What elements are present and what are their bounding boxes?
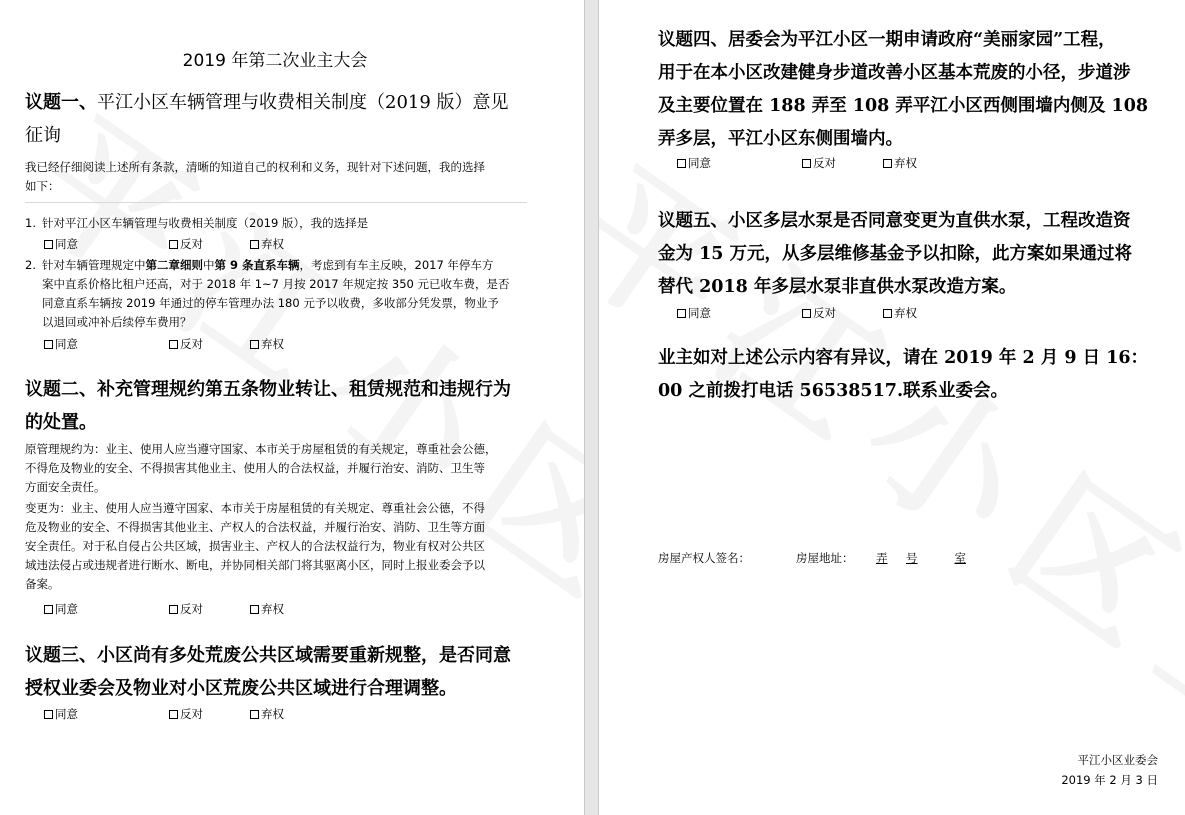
topic5-heading <box>658 205 1178 304</box>
notice-line1: 业主如对上述公示内容有异议，请在 2019 年 2 月 9 日 16： <box>658 348 1149 368</box>
topic2-change-line: 危及物业的安全、不得损害其他业主、产权人的合法权益，并履行治安、消防、卫生等方面 <box>25 520 485 534</box>
item2-text-part: 中 <box>203 258 215 272</box>
topic1-title-line1: 平江小区车辆管理与收费相关制度（2019 版）意见 <box>97 92 509 113</box>
checkbox-icon[interactable] <box>250 710 259 719</box>
checkbox-icon[interactable] <box>44 605 53 614</box>
topic2-change-text <box>25 499 545 594</box>
notice-line2: 00 之前拨打电话 56538517.联系业委会。 <box>658 381 1009 401</box>
option-agree-label: 同意 <box>55 707 78 721</box>
checkbox-icon[interactable] <box>250 605 259 614</box>
topic2-title-line2: 的处置。 <box>25 412 97 433</box>
checkbox-icon[interactable] <box>169 605 178 614</box>
checkbox-icon[interactable] <box>169 240 178 249</box>
topic1-intro-line1: 我已经仔细阅读上述所有条款，清晰的知道自己的权利和义务，现针对下述问题，我的选择 <box>25 160 485 174</box>
topic4-line: 及主要位置在 188 弄至 108 弄平江小区西侧围墙内侧及 108 <box>658 96 1149 116</box>
topic1-item1-options <box>44 236 284 252</box>
address-lane-text: 弄 <box>876 551 888 565</box>
option-agree[interactable] <box>677 305 802 321</box>
topic2-options <box>44 601 284 617</box>
topic4-line: 议题四、居委会为平江小区一期申请政府“美丽家园”工程， <box>658 30 1116 50</box>
option-oppose[interactable] <box>169 236 250 252</box>
item2-line4: 以退回或冲补后续停车费用？ <box>42 315 192 329</box>
option-abstain[interactable] <box>883 305 917 321</box>
document-title: 2019 年第二次业主大会 <box>182 51 368 71</box>
topic3-heading <box>25 639 555 705</box>
item2-number: 2. <box>25 258 36 272</box>
left-page <box>0 0 584 815</box>
divider <box>25 202 527 203</box>
topic1-heading <box>25 86 555 152</box>
checkbox-icon[interactable] <box>44 340 53 349</box>
topic1-item2-options <box>44 336 284 352</box>
checkbox-icon[interactable] <box>802 159 811 168</box>
checkbox-icon[interactable] <box>44 710 53 719</box>
option-agree-label: 同意 <box>55 602 78 616</box>
topic5-line: 金为 15 万元，从多层维修基金予以扣除，此方案如果通过将 <box>658 244 1133 264</box>
checkbox-icon[interactable] <box>883 309 892 318</box>
checkbox-icon[interactable] <box>677 309 686 318</box>
address-room-text: 室 <box>954 551 966 565</box>
option-oppose-label: 反对 <box>180 237 203 251</box>
option-agree[interactable] <box>44 601 169 617</box>
address-room-field[interactable] <box>944 550 966 566</box>
topic1-intro <box>25 158 545 196</box>
topic4-heading <box>658 24 1178 156</box>
signature-row <box>658 550 1158 566</box>
option-abstain-label: 弃权 <box>894 156 917 170</box>
item1-number: 1. <box>25 216 36 230</box>
footer-organization: 平江小区业委会 <box>1077 753 1158 767</box>
footer-block <box>1061 750 1158 790</box>
topic2-change-line: 域违法侵占或违规者进行断水、断电，并协同相关部门将其驱离小区，同时上报业委会予以 <box>25 558 485 572</box>
checkbox-icon[interactable] <box>883 159 892 168</box>
topic2-change-line: 备案。 <box>25 577 60 591</box>
item2-text-part: ，考虑到有车主反映，2017 年停车方 <box>299 258 494 272</box>
option-oppose-label: 反对 <box>180 602 203 616</box>
topic2-original-text <box>25 440 545 497</box>
address-lane-field[interactable] <box>876 550 906 566</box>
address-number-field[interactable] <box>906 550 944 566</box>
objection-notice <box>658 342 1178 408</box>
topic4-options <box>677 155 917 171</box>
owner-signature-label: 房屋产权人签名： <box>658 551 750 565</box>
option-abstain[interactable] <box>250 706 284 722</box>
option-agree[interactable] <box>44 236 169 252</box>
footer-date: 2019 年 2 月 3 日 <box>1061 773 1158 787</box>
item1-text: 针对平江小区车辆管理与收费相关制度（2019 版），我的选择是 <box>42 216 369 230</box>
option-oppose[interactable] <box>802 305 883 321</box>
checkbox-icon[interactable] <box>169 710 178 719</box>
option-agree-label: 同意 <box>688 156 711 170</box>
topic3-options <box>44 706 284 722</box>
topic1-title-line2: 征询 <box>25 125 61 146</box>
item2-line2: 案中直系价格比租户还高，对于 2018 年 1~7 月按 2017 年规定按 350 元已收车费，是否 <box>42 277 510 291</box>
item2-line3: 同意直系车辆按 2019 年通过的停车管理办法 180 元予以收费，多收部分凭发票，物业予 <box>42 296 499 310</box>
address-number-text: 号 <box>906 551 918 565</box>
topic3-title-line2: 授权业委会及物业对小区荒废公共区域进行合理调整。 <box>25 678 457 699</box>
option-abstain[interactable] <box>883 155 917 171</box>
option-agree[interactable] <box>44 706 169 722</box>
right-page <box>599 0 1185 815</box>
option-abstain-label: 弃权 <box>261 237 284 251</box>
topic2-heading <box>25 373 555 439</box>
option-agree-label: 同意 <box>55 337 78 351</box>
option-abstain-label: 弃权 <box>261 337 284 351</box>
topic1-intro-line2: 如下： <box>25 179 60 193</box>
checkbox-icon[interactable] <box>677 159 686 168</box>
item2-bold-chapter: 第二章细则 <box>145 258 203 272</box>
option-agree[interactable] <box>677 155 802 171</box>
option-oppose-label: 反对 <box>813 156 836 170</box>
checkbox-icon[interactable] <box>802 309 811 318</box>
topic4-line: 用于在本小区改建健身步道改善小区基本荒废的小径，步道涉 <box>658 63 1131 83</box>
item2-text <box>42 256 526 332</box>
option-abstain-label: 弃权 <box>261 707 284 721</box>
checkbox-icon[interactable] <box>250 240 259 249</box>
topic2-original-line: 方面安全责任。 <box>25 480 106 494</box>
topic2-original-line: 不得危及物业的安全、不得损害其他业主、使用人的合法权益，并履行治安、消防、卫生等 <box>25 461 485 475</box>
option-oppose[interactable] <box>169 706 250 722</box>
option-oppose[interactable] <box>169 601 250 617</box>
topic5-line: 议题五、小区多层水泵是否同意变更为直供水泵，工程改造资 <box>658 211 1131 231</box>
topic5-line: 替代 2018 年多层水泵非直供水泵改造方案。 <box>658 277 1017 297</box>
option-abstain[interactable] <box>250 336 284 352</box>
option-oppose-label: 反对 <box>180 337 203 351</box>
option-agree-label: 同意 <box>688 306 711 320</box>
topic2-title-line1: 议题二、补充管理规约第五条物业转让、租赁规范和违规行为 <box>25 379 511 400</box>
option-agree-label: 同意 <box>55 237 78 251</box>
checkbox-icon[interactable] <box>44 240 53 249</box>
topic2-original-line: 原管理规约为：业主、使用人应当遵守国家、本市关于房屋租赁的有关规定，尊重社会公德， <box>25 442 497 456</box>
option-oppose-label: 反对 <box>813 306 836 320</box>
option-oppose-label: 反对 <box>180 707 203 721</box>
item2-text-part: 针对车辆管理规定中 <box>42 258 146 272</box>
page-gutter <box>584 0 599 815</box>
address-label: 房屋地址： <box>796 551 854 565</box>
option-abstain-label: 弃权 <box>261 602 284 616</box>
option-abstain-label: 弃权 <box>894 306 917 320</box>
checkbox-icon[interactable] <box>169 340 178 349</box>
topic3-title-line1: 议题三、小区尚有多处荒废公共区域需要重新规整，是否同意 <box>25 645 511 666</box>
option-abstain[interactable] <box>250 236 284 252</box>
option-oppose[interactable] <box>802 155 883 171</box>
topic5-options <box>677 305 917 321</box>
option-abstain[interactable] <box>250 601 284 617</box>
topic4-line: 弄多层，平江小区东侧围墙内。 <box>658 129 903 149</box>
topic2-change-line: 变更为：业主、使用人应当遵守国家、本市关于房屋租赁的有关规定、尊重社会公德，不得 <box>25 501 485 515</box>
item2-bold-article: 第 9 条直系车辆 <box>214 258 300 272</box>
topic1-label: 议题一、 <box>25 92 97 113</box>
topic2-change-line: 安全责任。对于私自侵占公共区域，损害业主、产权人的合法权益行为，物业有权对公共区 <box>25 539 485 553</box>
option-oppose[interactable] <box>169 336 250 352</box>
checkbox-icon[interactable] <box>250 340 259 349</box>
option-agree[interactable] <box>44 336 169 352</box>
